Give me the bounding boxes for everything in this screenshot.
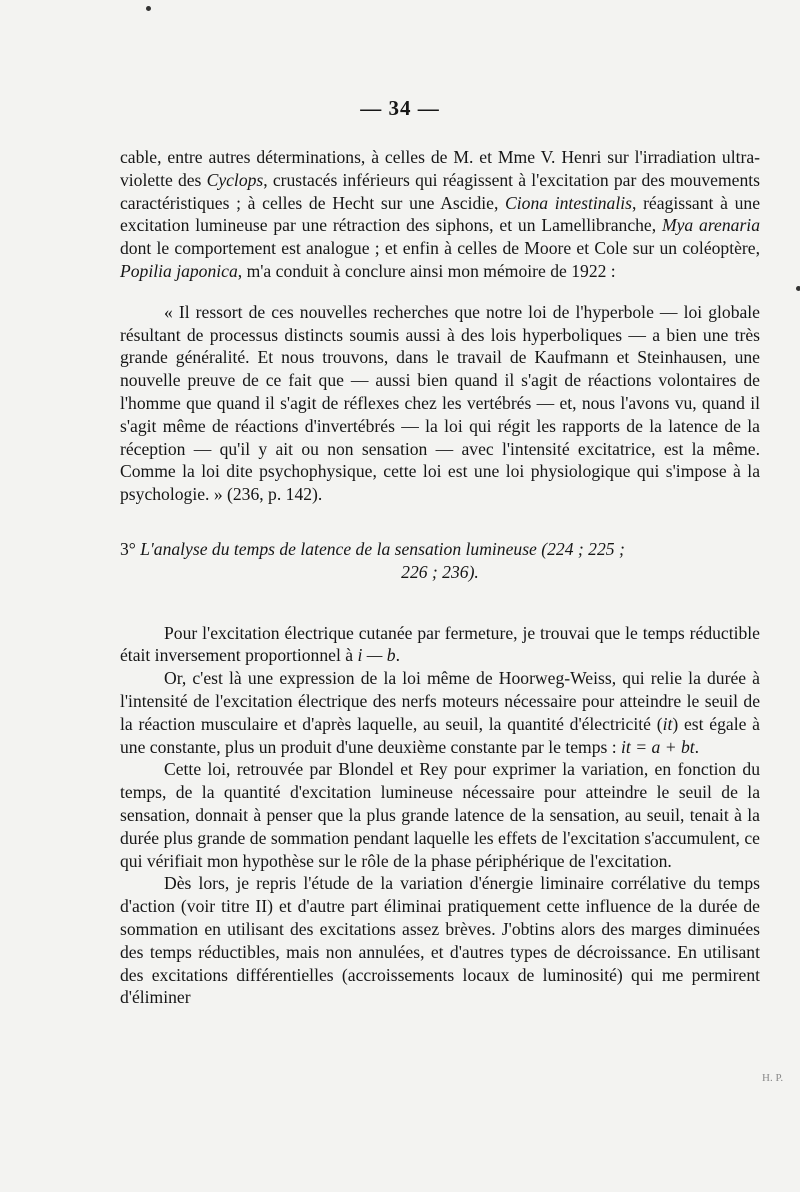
- text-run: ) est égale à une constante, plus un produit d'une deuxième constante par le temps :: [120, 713, 760, 757]
- paragraph-5: Dès lors, je repris l'étude de la variation d'énergie liminaire corrélative du temps d'action (voir titre II) et d'autre part éliminai pratiquement cette influence de la durée de sommation en utilisant des excitations assez brèves. J'obtins alors des marges diminuées des temps réductibles, mais non annulées, et d'autres types de décroissance. En utilisant des excitations différentielles (accroissements locaux de luminosité) qui me permirent d'éliminer: [120, 873, 760, 1008]
- text-run: Pour l'excitation électrique cutanée par fermeture, je trouvai que le temps réductible était inversement proportionnel à: [120, 622, 760, 666]
- section-heading: [120, 538, 760, 584]
- text-run: , m'a conduit à conclure ainsi mon mémoire de 1922 :: [237, 260, 616, 281]
- formula: it = a + bt: [621, 736, 695, 757]
- ink-speck: [796, 286, 800, 291]
- text-run: .: [694, 736, 700, 757]
- species-name: Ciona intestinalis: [505, 192, 632, 213]
- quote-paragraph: « Il ressort de ces nouvelles recherches que notre loi de l'hyperbole — loi globale résultant de processus distincts soumis aussi à des lois hyperboliques — a bien une très grande généralité. Et nous trouvons, dans le travail de Kaufmann et Steinhausen, une nouvelle preuve de ce fait que — aussi bien quand il s'agit de réactions volontaires de l'homme que quand il s'agit de réflexes chez les vertébrés — et, nous l'avons vu, quand il s'agit même de réactions d'invertébrés — la loi qui régit les rapports de la latence de la réception — qu'il y ait ou non sensation — avec l'intensité excitatrice, est la même. Comme la loi dite psychophysique, cette loi est une loi physiologique qui s'impose à la psychologie. » (236, p. 142).: [120, 301, 760, 505]
- ink-speck: [146, 6, 151, 11]
- text-run: dont le comportement est analogue ; et enfin à celles de Moore et Cole sur un coléoptère,: [120, 238, 760, 259]
- paragraph-4: Cette loi, retrouvée par Blondel et Rey pour exprimer la variation, en fonction du temps, de la quantité d'excitation lumineuse nécessaire pour atteindre le seuil de la sensation, donnait à penser que la plus grande latence de la sensation, au seuil, tenait à la durée plus grande de sommation pendant laquelle les effets de l'excitation s'accumulent, ce qui vérifiait mon hypothèse sur le rôle de la phase périphérique de l'excitation.: [120, 759, 760, 871]
- text-run: , réagissant à une excitation lumineuse par une rétraction des siphons, et un Lamellibranche,: [120, 192, 761, 236]
- page-number: — 34 —: [360, 96, 440, 120]
- text-run: .: [395, 645, 400, 666]
- text-run: Or, c'est là une expression de la loi même de Hoorweg-Weiss, qui relie la durée à l'intensité de l'excitation électrique des nerfs moteurs nécessaire pour atteindre le seuil de la réaction musculaire et d'après laquelle, au seuil, la quantité d'électricité (: [120, 668, 760, 734]
- paragraph-3: [120, 667, 760, 758]
- text-run: , crustacés inférieurs qui réagissent à l'excitation par des mouvements caractéristiques ; à celles de Hecht sur une Ascidie,: [120, 169, 761, 213]
- body-text: [120, 146, 760, 1009]
- formula: it: [662, 713, 673, 734]
- species-name: Popilia japonica: [120, 260, 238, 281]
- footer-mark: H. P.: [762, 1072, 784, 1084]
- paragraph-2: [120, 622, 760, 668]
- species-name: Mya arenaria: [661, 215, 760, 236]
- species-name: Cyclops: [206, 169, 264, 190]
- section-number: 3°: [120, 538, 141, 559]
- formula: i — b: [357, 645, 396, 666]
- section-refs: (224 ; 225 ;: [536, 538, 625, 559]
- text-run: cable, entre autres déterminations, à celles de M. et Mme V. Henri sur l'irradiation ultra-violette des: [120, 147, 760, 190]
- paragraph-1: [120, 146, 760, 283]
- section-refs-continued: 226 ; 236).: [401, 561, 479, 582]
- section-title: L'analyse du temps de latence de la sensation lumineuse: [140, 538, 537, 559]
